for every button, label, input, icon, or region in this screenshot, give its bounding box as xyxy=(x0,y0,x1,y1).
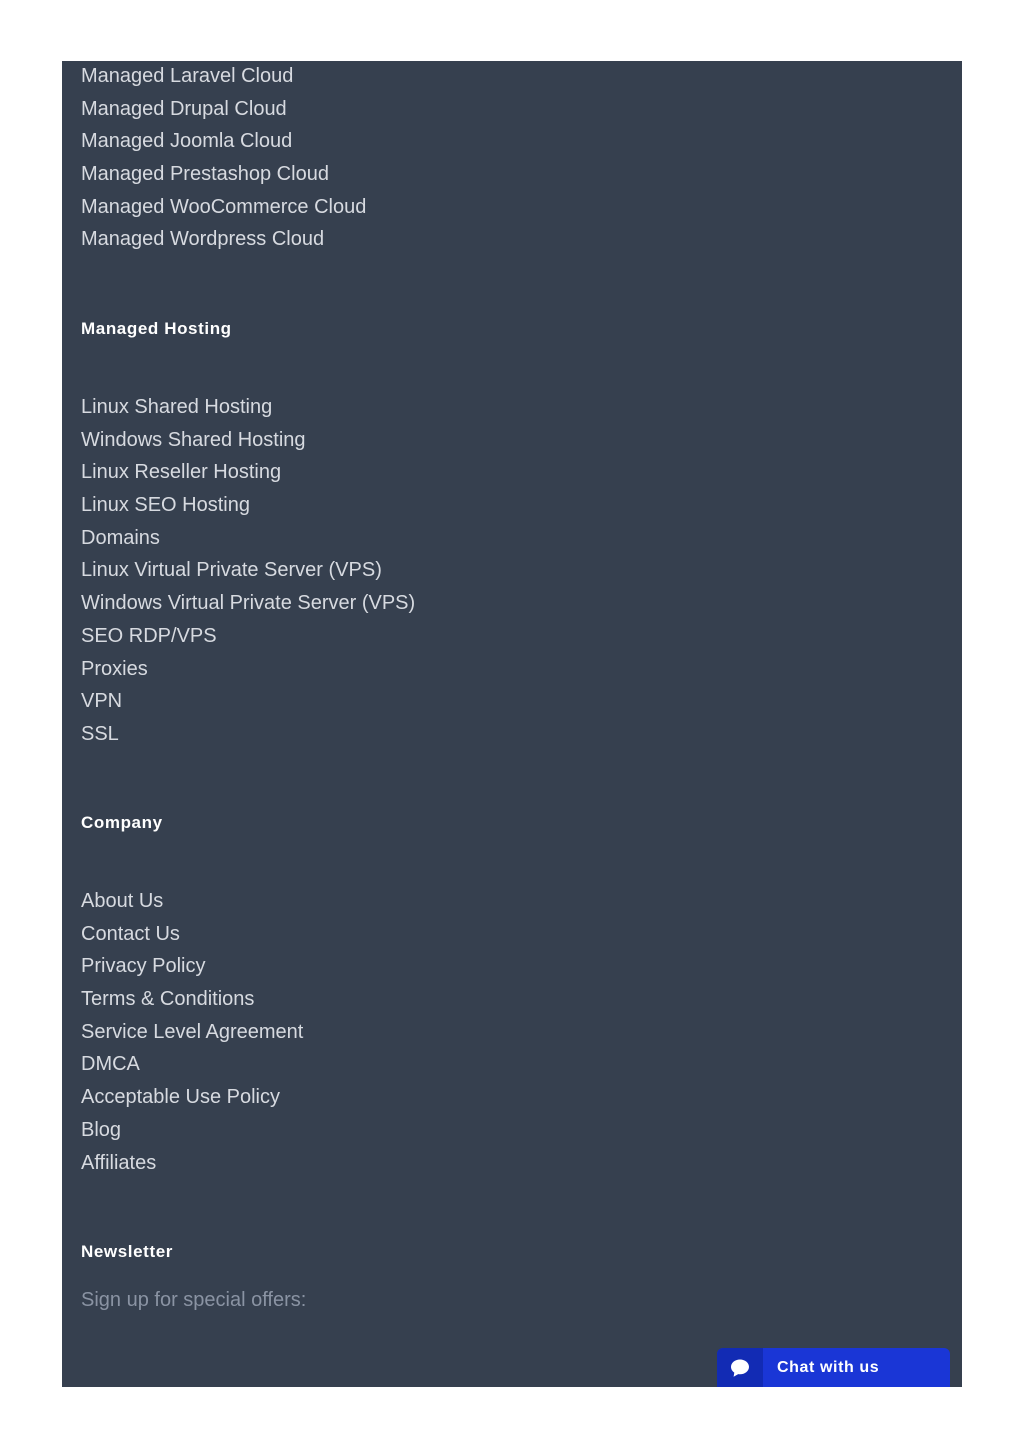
chat-bubble-icon[interactable] xyxy=(717,1348,763,1387)
footer-link-contact-us[interactable]: Contact Us xyxy=(81,922,180,945)
footer-link-managed-wordpress-cloud[interactable]: Managed Wordpress Cloud xyxy=(81,228,325,251)
footer-link-privacy-policy[interactable]: Privacy Policy xyxy=(81,955,206,978)
company-heading: Company xyxy=(81,813,163,832)
footer-link-managed-prestashop-cloud[interactable]: Managed Prestashop Cloud xyxy=(81,163,329,186)
footer-link-seo-rdp-vps[interactable]: SEO RDP/VPS xyxy=(81,624,217,647)
company-links-list xyxy=(81,885,303,1179)
footer-panel xyxy=(62,61,962,1387)
footer-link-managed-woocommerce-cloud[interactable]: Managed WooCommerce Cloud xyxy=(81,195,367,218)
newsletter-heading: Newsletter xyxy=(81,1242,173,1261)
footer-link-windows-vps[interactable]: Windows Virtual Private Server (VPS) xyxy=(81,592,416,615)
managed-hosting-links-list xyxy=(81,391,415,751)
chat-label[interactable]: Chat with us xyxy=(777,1358,880,1376)
footer-link-linux-seo-hosting[interactable]: Linux SEO Hosting xyxy=(81,494,250,517)
footer-link-linux-shared-hosting[interactable]: Linux Shared Hosting xyxy=(81,396,273,418)
footer-link-linux-reseller-hosting[interactable]: Linux Reseller Hosting xyxy=(81,461,282,484)
footer-link-windows-shared-hosting[interactable]: Windows Shared Hosting xyxy=(81,428,306,451)
footer-link-blog[interactable]: Blog xyxy=(81,1118,122,1141)
footer-link-managed-laravel-cloud[interactable]: Managed Laravel Cloud xyxy=(81,65,294,87)
footer-link-domains[interactable]: Domains xyxy=(81,526,160,549)
footer-link-service-level-agreement[interactable]: Service Level Agreement xyxy=(81,1020,304,1043)
footer-link-managed-drupal-cloud[interactable]: Managed Drupal Cloud xyxy=(81,97,287,120)
footer-link-ssl[interactable]: SSL xyxy=(81,722,119,745)
managed-hosting-heading: Managed Hosting xyxy=(81,319,232,338)
footer-link-managed-joomla-cloud[interactable]: Managed Joomla Cloud xyxy=(81,130,293,153)
footer-link-about-us[interactable]: About Us xyxy=(81,890,164,912)
footer-link-proxies[interactable]: Proxies xyxy=(81,657,148,680)
cloud-links-list xyxy=(81,61,366,256)
chat-widget-button[interactable] xyxy=(717,1348,950,1387)
footer-link-terms-conditions[interactable]: Terms & Conditions xyxy=(81,988,255,1011)
footer-link-linux-vps[interactable]: Linux Virtual Private Server (VPS) xyxy=(81,559,382,582)
newsletter-description: Sign up for special offers: xyxy=(81,1289,307,1311)
footer-link-dmca[interactable]: DMCA xyxy=(81,1053,140,1076)
footer-link-vpn[interactable]: VPN xyxy=(81,690,123,713)
footer-link-affiliates[interactable]: Affiliates xyxy=(81,1151,157,1174)
footer-link-acceptable-use-policy[interactable]: Acceptable Use Policy xyxy=(81,1086,280,1109)
